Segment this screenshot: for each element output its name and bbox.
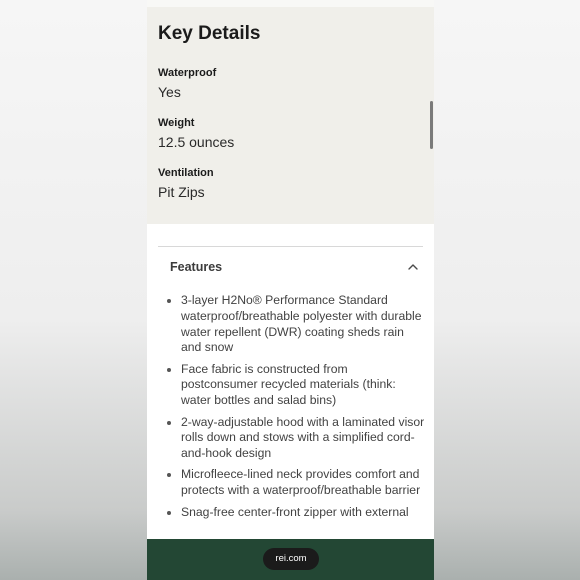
feature-item: • Microfleece-lined neck provides comfort and protects with a waterproof/breathable barrier: [181, 467, 426, 499]
spec-value: Yes: [158, 84, 181, 100]
features-accordion-header[interactable]: [158, 254, 423, 282]
spec-label: Waterproof: [158, 67, 217, 79]
feature-item: • 3-layer H2No® Performance Standard waterproof/breathable polyester with durable water repellent (DWR) coating sheds rain and snow: [181, 293, 426, 356]
scrollbar-thumb[interactable]: [430, 101, 433, 149]
phone-screen: [147, 0, 434, 580]
spec-label: Weight: [158, 117, 195, 129]
spec-waterproof: [158, 66, 216, 101]
chevron-up-icon: [407, 262, 419, 272]
features-list: [168, 293, 426, 526]
features-title: Features: [170, 260, 223, 274]
key-details-title: Key Details: [158, 23, 261, 44]
spec-value: Pit Zips: [158, 184, 205, 200]
section-divider: [158, 246, 423, 247]
feature-item: • Face fabric is constructed from postconsumer recycled materials (think: water bottles and salad bins): [181, 362, 426, 409]
browser-bottom-bar: [147, 539, 434, 580]
spec-ventilation: [158, 166, 214, 201]
top-strip: [147, 0, 434, 7]
spec-label: Ventilation: [158, 167, 214, 179]
feature-item: • Snag-free center-front zipper with external: [181, 505, 426, 521]
feature-item: • 2-way-adjustable hood with a laminated visor rolls down and stows with a simplified cord-and-hook design: [181, 415, 426, 462]
spec-weight: [158, 116, 234, 151]
url-pill[interactable]: rei.com: [263, 548, 319, 570]
key-details-section: [147, 7, 434, 224]
spec-value: 12.5 ounces: [158, 134, 235, 150]
